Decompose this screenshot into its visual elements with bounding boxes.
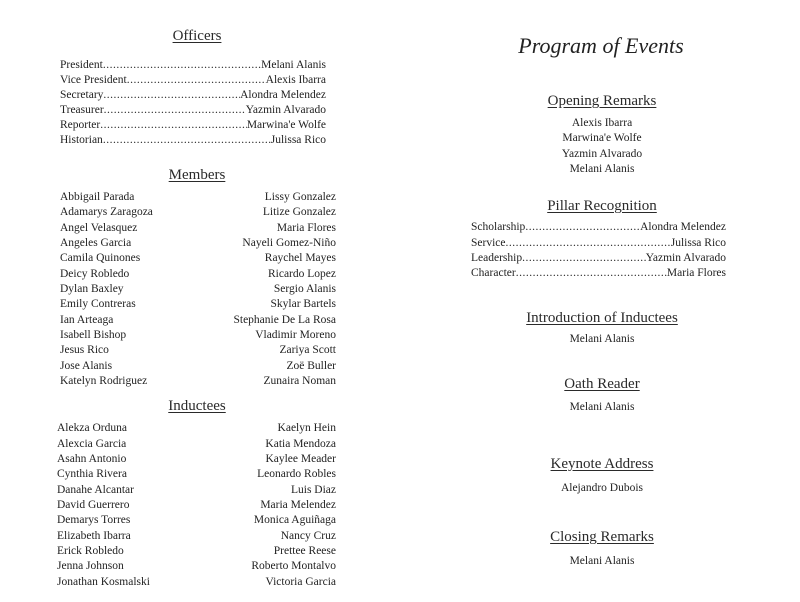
pillar-name: Character [471,267,516,279]
officer-name: Yazmin Alvarado [245,104,326,116]
member-name: Zariya Scott [279,344,336,356]
officer-name: Melani Alanis [261,59,326,71]
introduction-speaker: Melani Alanis [569,333,635,345]
inductee-name: Victoria Garcia [265,576,336,588]
opening-remarks-heading: Opening Remarks [547,93,657,109]
introduction-heading: Introduction of Inductees [526,310,678,326]
pillar-row [471,267,726,279]
pillar-recipient: Alondra Melendez [640,221,726,233]
inductee-name: Elizabeth Ibarra [57,530,131,542]
officer-name: Alondra Melendez [240,89,326,101]
member-name: Angeles Garcia [60,237,132,249]
officer-name: Alexis Ibarra [265,74,326,86]
member-name: Isabell Bishop [60,329,127,341]
officer-name: Julissa Rico [270,134,326,146]
inductee-name: Demarys Torres [57,514,131,526]
inductee-name: Kaylee Meader [265,453,336,465]
inductee-name: David Guerrero [57,499,130,511]
inductee-name: Maria Melendez [260,499,336,511]
member-name: Raychel Mayes [264,252,336,264]
member-name: Angel Velasquez [60,222,138,234]
oath-reader-heading: Oath Reader [564,376,640,392]
oath-reader-name: Melani Alanis [569,401,635,413]
keynote-speaker: Alejandro Dubois [560,482,644,494]
inductee-name: Kaelyn Hein [277,422,336,434]
officer-name: Marwina'e Wolfe [246,119,326,131]
officer-role: Secretary [60,89,104,101]
member-name: Jesus Rico [60,344,109,356]
opening-speaker: Melani Alanis [569,163,635,175]
pillar-name: Service [471,237,506,249]
inductee-name: Prettee Reese [273,545,336,557]
member-name: Lissy Gonzalez [264,191,336,203]
pillar-recipient: Maria Flores [666,267,726,279]
officer-role: Reporter [60,119,101,131]
opening-speaker: Alexis Ibarra [571,117,633,129]
program-title: Program of Events [518,33,684,58]
inductee-name: Roberto Montalvo [251,560,336,572]
inductee-name: Alexcia Garcia [57,438,127,450]
member-name: Emily Contreras [60,298,136,310]
officer-row [60,119,326,131]
officer-row [60,104,326,116]
inductee-name: Alekza Orduna [57,422,127,434]
opening-speaker: Yazmin Alvarado [561,148,643,160]
closing-speaker: Melani Alanis [569,555,635,567]
inductee-name: Jenna Johnson [57,560,124,572]
members-heading: Members [168,167,226,183]
officer-role: Historian [60,134,103,146]
officer-row [60,89,326,101]
member-name: Skylar Bartels [270,298,336,310]
opening-speaker: Marwina'e Wolfe [562,132,642,144]
inductee-name: Katia Mendoza [265,438,336,450]
officer-row [60,74,326,86]
officer-row [60,134,326,146]
inductee-name: Monica Aguiñaga [253,514,336,526]
member-name: Ian Arteaga [60,314,114,326]
inductee-name: Asahn Antonio [57,453,127,465]
member-name: Adamarys Zaragoza [60,206,153,218]
member-name: Ricardo Lopez [267,268,336,280]
member-name: Nayeli Gomez-Niño [242,237,336,249]
member-name: Zoë Buller [286,360,336,372]
keynote-heading: Keynote Address [550,456,654,472]
member-name: Vladimir Moreno [255,329,336,341]
member-name: Deicy Robledo [60,268,130,280]
inductee-name: Erick Robledo [57,545,124,557]
pillar-recipient: Julissa Rico [670,237,726,249]
member-name: Zunaira Noman [263,375,336,387]
pillar-row [471,221,726,233]
officer-role: President [60,59,103,71]
member-name: Litize Gonzalez [262,206,336,218]
member-name: Dylan Baxley [60,283,124,295]
member-name: Katelyn Rodriguez [60,375,148,387]
member-name: Jose Alanis [60,360,113,372]
pillar-recipient: Yazmin Alvarado [645,252,726,264]
member-name: Camila Quinones [60,252,141,264]
pillar-name: Leadership [471,252,523,264]
inductee-name: Danahe Alcantar [57,484,134,496]
pillar-row [471,237,726,249]
member-name: Stephanie De La Rosa [233,314,336,326]
member-name: Maria Flores [276,222,336,234]
member-name: Abbigail Parada [60,191,135,203]
inductee-name: Leonardo Robles [257,468,336,480]
pillar-recognition-heading: Pillar Recognition [547,198,657,214]
officer-row [60,59,326,71]
member-name: Sergio Alanis [273,283,336,295]
officer-role: Vice President [60,74,127,86]
inductee-name: Luis Diaz [290,484,336,496]
pillar-row [471,252,726,264]
inductee-name: Jonathan Kosmalski [57,576,150,588]
closing-remarks-heading: Closing Remarks [550,529,654,545]
inductee-name: Nancy Cruz [280,530,336,542]
inductees-heading: Inductees [168,398,226,414]
officers-heading: Officers [172,28,222,44]
officer-role: Treasurer [60,104,104,116]
inductee-name: Cynthia Rivera [57,468,127,480]
pillar-name: Scholarship [471,221,526,233]
